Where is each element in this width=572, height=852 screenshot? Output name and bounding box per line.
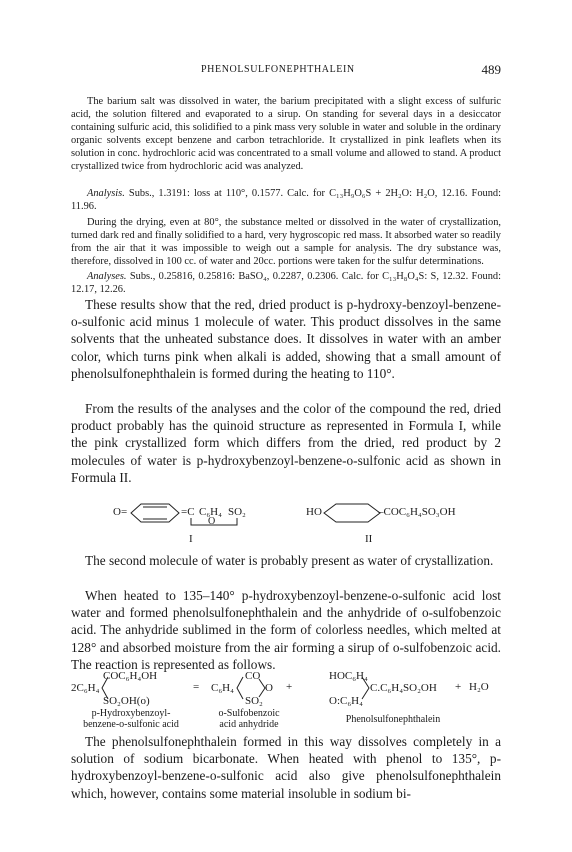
formula-1-so2: SO₂ [228,506,246,518]
plus-sign-2: + [455,681,462,693]
water: H₂O [469,681,489,693]
reactant-coefficient: 2C₆H₄ [71,682,100,694]
anhydride-oxygen: O [265,682,273,694]
anhydride-so2: SO₂ [245,695,263,707]
product-bottom: O:C₆H₄ [329,695,363,707]
benzene-ring [322,502,382,524]
product-bracket [361,675,371,701]
formula-2-ho: HO [306,506,322,518]
reaction-equation [71,670,501,730]
analysis-label: Analysis. [87,188,125,199]
formula-1-label: I [189,533,193,545]
analysis-2 [71,270,501,296]
quinoid-ring [129,502,181,524]
formula-2-label: II [365,533,373,545]
product-top: HOC₆H₄ [329,670,368,682]
paragraph-quinoid: From the results of the analyses and the color of the compound the red, dried product probably has the quinoid structure as represented in Formula I, while the pink crystallized form which differs from the dried, red product by 2 molecules of water is p-hydroxybenzoyl-benzene-o-sulfonic acid as shown in Formula II. [71,401,501,485]
anhydride-co: CO [245,670,261,682]
product-middle: C.C₆H₄SO₂OH [370,682,437,694]
formula-1-oxygen: O= [113,506,128,518]
paragraph-results: These results show that the red, dried product is p-hydroxy-benzoyl-benzene-o-sulfonic acid minus 1 molecule of water. This product dissolves in the same solvents that the unheated substance does. It dissolves in water with an amber color, which turns pink when alkali is added, showing that a small amount of phenolsulfonephthalein is formed during the heating to 110°. [71,297,501,381]
reactant-bottom-group: SO₂OH(o) [103,695,150,707]
page-header [71,62,501,78]
formula-1-c6h4: C₆H₄ [199,506,222,518]
anhydride-ring [235,675,269,701]
page-number: 489 [481,62,501,77]
small-paragraph-drying: During the drying, even at 80°, the substance melted or dissolved in the water of crystallization, turned dark red and finally solidified to a hard, very hygroscopic red mass. It absorbed water so readily from the air that it was impossible to weigh out a sample for analysis. The dry substance was, therefore, dissolved in 100 cc. of water and 20cc. portions were taken for the sulfur determinations. [71,217,501,268]
analyses-text: Subs., 0.25816, 0.25816: BaSO₄, 0.2287, 0.2306. Calc. for C₁₃H₈O₄S: S, 12.32. Found: 12.17, 12.26. [71,271,501,296]
formulas-figure [71,500,501,548]
reactant-bracket [101,675,109,701]
reactant-top-group: COC₆H₄OH [103,670,158,682]
small-paragraph-barium: The barium salt was dissolved in water, the barium precipitated with a slight excess of sulfuric acid, the solution filtered and evaporated to a sirup. On standing for several days in a desiccator containing sulfuric acid, this solidified to a pink mass very soluble in water and soluble in the ordinary organic solvents except benzene and carbon tetrachloride. It crystallized in pink leaflets when its solution in conc. hydrochloric acid was concentrated to a small volume and allowed to stand. A product crystallized twice from hydrochloric acid was analyzed. [71,96,501,173]
equals-sign: = [193,681,200,693]
paragraph-second-molecule: The second molecule of water is probably present as water of crystallization. [85,553,494,568]
paragraph-heated: When heated to 135–140° p-hydroxybenzoyl-benzene-o-sulfonic acid lost water and formed phenolsulfonephthalein and the anhydride of o-sulfobenzoic acid. The anhydride sublimed in the form of colorless needles, which melted at 128° and absorbed moisture from the air forming a sirup of o-sulfobenzoic acid. The reaction is represented as follows. [71,588,501,672]
caption-anhydride: o-Sulfobenzoic acid anhydride [218,708,280,730]
analysis-text: Subs., 1.3191: loss at 110°, 0.1577. Calc. for C₁₃H₉O₆S + 2H₂O: H₂O, 12.16. Found: 11.96. [71,188,501,213]
caption-reactant: p-Hydroxybenzoyl- benzene-o-sulfonic acid [83,708,179,730]
analyses-label: Analyses. [87,271,127,282]
formula-2-chain: –COC₆H₄SO₃OH [378,506,456,518]
paragraph-bicarbonate: The phenolsulfonephthalein formed in this way dissolves completely in a solution of sodium bicarbonate. When heated with phenol to 135°, p-hydroxybenzoyl-benzene-o-sulfonic acid also give phenolsulfonephthalein which, however, contains some material insoluble in sodium bi- [71,734,501,801]
caption-product: Phenolsulfonephthalein [345,714,441,725]
plus-sign-1: + [286,681,293,693]
formula-1-bridge-oxygen: O [208,516,216,527]
anhydride-c6h4: C₆H₄ [211,682,234,694]
formula-1-carbon: =C [181,506,195,518]
analysis-1 [71,187,501,213]
running-title: PHENOLSULFONEPHTHALEIN [201,64,355,75]
